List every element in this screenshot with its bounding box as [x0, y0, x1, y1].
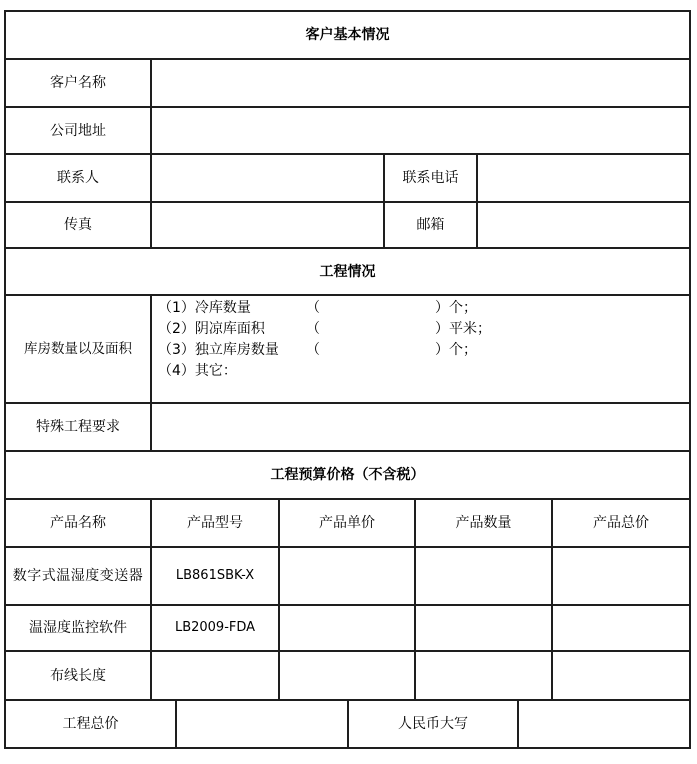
special-requirements-field[interactable]	[156, 404, 686, 450]
contact-person-field[interactable]	[156, 155, 381, 201]
warehouse-label: 库房数量以及面积	[24, 341, 132, 357]
project-total-field[interactable]	[177, 701, 347, 747]
row1-total-price[interactable]	[553, 548, 689, 604]
customer-section-title: 客户基本情况	[305, 27, 390, 43]
contact-person-label: 联系人	[57, 170, 99, 186]
company-address-label: 公司地址	[50, 122, 106, 139]
item-close-paren: ）个；	[435, 342, 477, 358]
row1-quantity[interactable]	[416, 548, 551, 604]
item-open-paren: （	[306, 342, 320, 358]
row3-product-model[interactable]	[152, 652, 278, 699]
row1-unit-price[interactable]	[280, 548, 414, 604]
row2-product-model: LB2009-FDA	[174, 620, 256, 635]
item-open-paren: （	[306, 321, 320, 337]
row2-quantity[interactable]	[416, 606, 551, 650]
header-unit-price: 产品单价	[319, 515, 375, 531]
row1-product-model: LB861SBK-X	[175, 568, 255, 583]
fax-field[interactable]	[156, 203, 381, 247]
budget-section-title: 工程预算价格（不含税）	[270, 467, 425, 483]
customer-name-field[interactable]	[156, 60, 686, 106]
row2-unit-price[interactable]	[280, 606, 414, 650]
email-field[interactable]	[482, 203, 687, 247]
header-product-name: 产品名称	[50, 515, 106, 531]
item-label: （2）阴凉库面积	[158, 321, 265, 337]
rule	[150, 58, 152, 249]
header-quantity: 产品数量	[455, 515, 512, 531]
item-label: （4）其它：	[158, 363, 237, 379]
header-product-model: 产品型号	[187, 515, 243, 531]
row3-quantity[interactable]	[416, 652, 551, 699]
item-open-paren: （	[306, 300, 320, 316]
item-label: （3）独立库房数量	[158, 342, 279, 358]
item-close-paren: ）个；	[435, 300, 477, 316]
item-close-paren: ）平米；	[435, 321, 491, 337]
fax-label: 传真	[64, 217, 92, 233]
customer-name-label: 客户名称	[50, 75, 106, 91]
project-section-title: 工程情况	[319, 263, 376, 280]
row3-unit-price[interactable]	[280, 652, 414, 699]
rmb-uppercase-field[interactable]	[519, 701, 689, 747]
item-label: （1）冷库数量	[158, 300, 251, 316]
rule	[689, 10, 691, 749]
row1-product-name: 数字式温湿度变送器	[12, 568, 144, 584]
row3-total-price[interactable]	[553, 652, 689, 699]
row2-product-name: 温湿度监控软件	[29, 620, 127, 636]
project-total-label: 工程总价	[62, 716, 119, 732]
special-requirements-label: 特殊工程要求	[36, 419, 120, 435]
email-label: 邮箱	[416, 217, 445, 233]
row3-product-name: 布线长度	[50, 667, 106, 684]
rmb-uppercase-label: 人民币大写	[398, 716, 468, 732]
row2-total-price[interactable]	[553, 606, 689, 650]
header-total-price: 产品总价	[593, 515, 649, 531]
company-address-field[interactable]	[156, 108, 686, 153]
contact-phone-label: 联系电话	[402, 170, 459, 186]
rule	[476, 153, 478, 249]
contact-phone-field[interactable]	[482, 155, 687, 201]
